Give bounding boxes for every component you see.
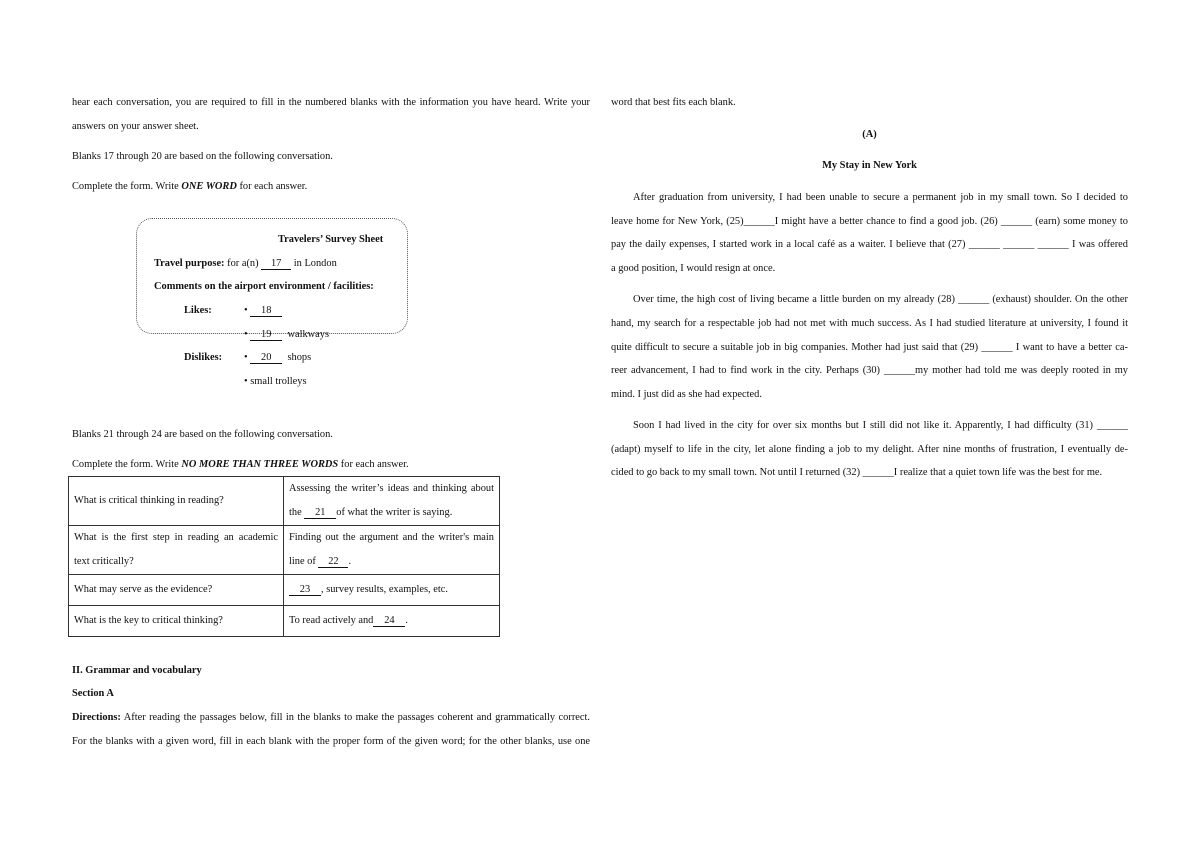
table-question: What is the key to critical thinking?	[69, 606, 284, 637]
blanks-17-20-instruction: Blanks 17 through 20 are based on the following conversation.	[72, 151, 333, 162]
blank-24: 24	[373, 615, 405, 627]
paragraph-3-line-1: Soon I had lived in the city for over six months but I still did not like it. Apparently, I had difficulty (31) ______	[633, 420, 1128, 431]
paragraph-2-line-3: quite difficult to secure a suitable job in big companies. Mother had just said that (29) ______ I want to have a better ca-	[611, 342, 1128, 353]
table-question: What is critical thinking in reading?	[69, 477, 284, 526]
passage-label-a: (A)	[862, 129, 877, 140]
table-row	[69, 526, 500, 575]
paragraph-2-line-5: mind. I just did as she had expected.	[611, 389, 762, 400]
blanks-21-24-instruction: Blanks 21 through 24 are based on the following conversation.	[72, 429, 333, 440]
paragraph-1-line-2: leave home for New York, (25)______I might have a better chance to find a good job. (26) ______ (earn) some money to	[611, 216, 1128, 227]
blank-19: 19	[250, 329, 282, 341]
dislikes-label: Dislikes:	[184, 352, 223, 363]
directions-line-2: For the blanks with a given word, fill in each blank with the proper form of the given word; for the other blanks, use one	[72, 736, 590, 747]
paragraph-1-line-1: After graduation from university, I had been unable to secure a permanent job in my small town. So I decided to	[633, 192, 1128, 203]
table-row	[69, 606, 500, 637]
paragraph-2-line-2: hand, my search for a respectable job had not met with much success. As I had studied literature at university, I found it	[611, 318, 1128, 329]
intro-line-2: answers on your answer sheet.	[72, 121, 199, 132]
comments-label: Comments on the airport environment / facilities:	[154, 281, 374, 292]
critical-thinking-table	[68, 476, 500, 637]
blank-18: 18	[250, 305, 282, 317]
paragraph-3-line-2: (adapt) myself to life in the city, let alone finding a job to my delight. After nine months of frustration, I eventually de-	[611, 444, 1128, 455]
complete-form-instruction-1: Complete the form. Write ONE WORD for each answer.	[72, 181, 308, 192]
survey-title: Travelers’ Survey Sheet	[278, 234, 384, 245]
table-answer: Finding out the argument and the writer's main line of 22 .	[284, 526, 500, 575]
likes-item-19: • 19 walkways	[244, 329, 330, 340]
travel-purpose-row: Travel purpose: for a(n) 17 in London	[154, 258, 337, 269]
intro-line-1: hear each conversation, you are required to fill in the numbered blanks with the information you have heard. Write your	[72, 97, 590, 108]
directions-line-1: Directions: After reading the passages below, fill in the blanks to make the passages coherent and grammatically correct.	[72, 712, 590, 723]
blank-17: 17	[261, 258, 291, 270]
paragraph-3-line-3: cided to go back to my small town. Not until I returned (32) ______I realize that a quiet town life was the best for me.	[611, 467, 1103, 478]
table-row	[69, 575, 500, 606]
blank-21: 21	[304, 507, 336, 519]
three-words-emphasis: NO MORE THAN THREE WORDS	[181, 459, 339, 470]
table-answer: 23 , survey results, examples, etc.	[284, 575, 500, 606]
passage-title: My Stay in New York	[822, 160, 917, 171]
directions-continuation: word that best fits each blank.	[611, 97, 736, 108]
section-a-heading: Section A	[72, 688, 114, 699]
blank-22: 22	[318, 556, 348, 568]
blank-20: 20	[250, 352, 282, 364]
blank-23: 23	[289, 584, 321, 596]
paragraph-1-line-4: a good position, I would resign at once.	[611, 263, 776, 274]
paragraph-2-line-4: reer advancement, I had to find work in the city. Perhaps (30) ______my mother had told me was deeply rooted in my	[611, 365, 1128, 376]
table-row	[69, 477, 500, 526]
one-word-emphasis: ONE WORD	[181, 181, 237, 192]
dislikes-item-20: • 20 shops	[244, 352, 312, 363]
likes-item-18: • 18	[244, 305, 282, 317]
grammar-heading: II. Grammar and vocabulary	[72, 665, 202, 676]
likes-label: Likes:	[184, 305, 212, 316]
table-question: What may serve as the evidence?	[69, 575, 284, 606]
table-answer: To read actively and 24 .	[284, 606, 500, 637]
dislikes-item-trolleys: • small trolleys	[244, 376, 307, 387]
paragraph-2-line-1: Over time, the high cost of living became a little burden on my already (28) ______ (exhaust) shoulder. On the other	[633, 294, 1128, 305]
paragraph-1-line-3: pay the daily expenses, I started work in a local café as a waiter. I believe that (27) ______ ______ ______ I was offered	[611, 239, 1128, 250]
table-answer: Assessing the writer’s ideas and thinking about the 21 of what the writer is saying.	[284, 477, 500, 526]
table-question: What is the first step in reading an academic text critically?	[69, 526, 284, 575]
complete-form-instruction-2: Complete the form. Write NO MORE THAN THREE WORDS for each answer.	[72, 459, 409, 470]
